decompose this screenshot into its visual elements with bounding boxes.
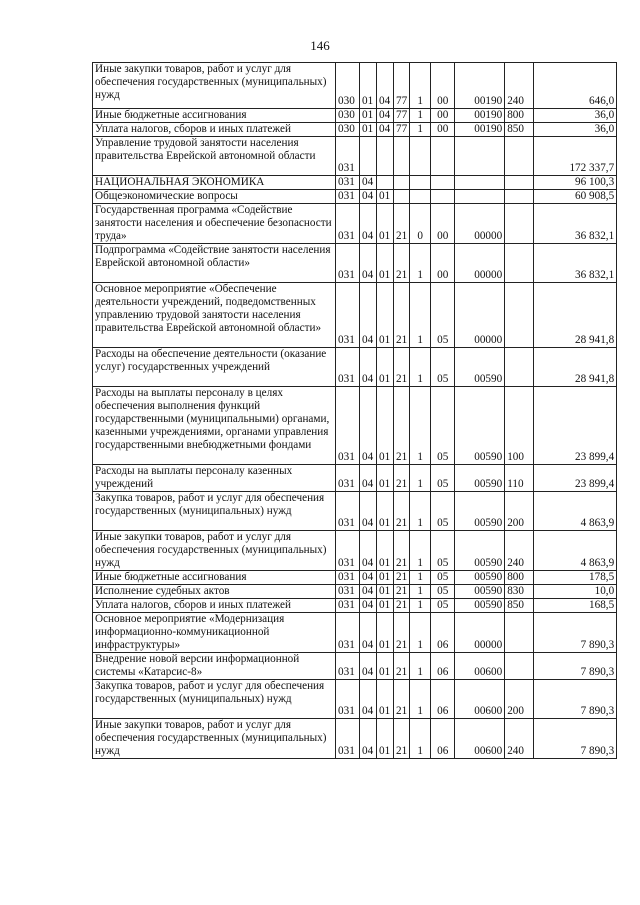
row-name-cell	[93, 137, 336, 176]
row-event-cell	[431, 190, 455, 204]
row-direction-cell: 00000	[455, 204, 505, 244]
row-vr-cell: 240	[505, 531, 534, 571]
row-name-cell	[93, 176, 336, 190]
row-program-cell: 21	[394, 387, 410, 465]
row-name-text: Уплата налогов, сборов и иных платежей	[95, 599, 291, 611]
row-ved-cell: 031	[336, 613, 360, 653]
table-row	[93, 585, 617, 599]
row-direction-cell: 00590	[455, 387, 505, 465]
row-event-cell: 05	[431, 387, 455, 465]
row-rz-cell: 04	[360, 283, 377, 348]
row-direction-cell: 00590	[455, 531, 505, 571]
row-pr-cell: 01	[377, 653, 394, 680]
row-name-cell	[93, 531, 336, 571]
row-event-cell: 00	[431, 244, 455, 283]
row-program-cell: 21	[394, 653, 410, 680]
row-event-cell: 05	[431, 531, 455, 571]
row-subprogram-cell	[410, 176, 431, 190]
table-row	[93, 176, 617, 190]
row-vr-cell	[505, 244, 534, 283]
row-name-text: Исполнение судебных актов	[95, 585, 230, 597]
row-program-cell: 21	[394, 585, 410, 599]
row-vr-cell	[505, 137, 534, 176]
row-name-cell	[93, 465, 336, 492]
row-sum-cell: 96 100,3	[534, 176, 617, 190]
row-vr-cell	[505, 613, 534, 653]
row-name-cell	[93, 571, 336, 585]
row-name-text: Иные бюджетные ассигнования	[95, 109, 247, 121]
row-name-text: Закупка товаров, работ и услуг для обеспечения государственных (муниципальных) нужд	[95, 492, 325, 517]
row-rz-cell: 04	[360, 719, 377, 759]
row-vr-cell: 830	[505, 585, 534, 599]
row-pr-cell: 01	[377, 492, 394, 531]
row-subprogram-cell: 1	[410, 531, 431, 571]
row-ved-cell: 031	[336, 387, 360, 465]
row-pr-cell: 01	[377, 348, 394, 387]
row-program-cell: 21	[394, 492, 410, 531]
row-subprogram-cell: 1	[410, 719, 431, 759]
row-pr-cell: 04	[377, 63, 394, 109]
row-name-cell	[93, 348, 336, 387]
row-sum-cell: 646,0	[534, 63, 617, 109]
row-pr-cell: 01	[377, 465, 394, 492]
row-program-cell	[394, 137, 410, 176]
row-event-cell: 06	[431, 613, 455, 653]
row-direction-cell	[455, 137, 505, 176]
row-program-cell: 21	[394, 283, 410, 348]
row-sum-cell: 60 908,5	[534, 190, 617, 204]
row-direction-cell: 00600	[455, 653, 505, 680]
row-vr-cell: 100	[505, 387, 534, 465]
row-name-text: Основное мероприятие «Модернизация информационно-коммуникационной инфраструктуры»	[95, 613, 285, 651]
row-subprogram-cell: 1	[410, 63, 431, 109]
row-name-text: Основное мероприятие «Обеспечение деятельности учреждений, подведомственных управлению трудовой занятости населения правительства Еврейской автономной области»	[95, 283, 322, 334]
row-pr-cell	[377, 137, 394, 176]
row-direction-cell	[455, 190, 505, 204]
row-name-cell	[93, 123, 336, 137]
row-event-cell: 00	[431, 63, 455, 109]
row-direction-cell: 00190	[455, 109, 505, 123]
budget-table	[92, 62, 617, 759]
row-name-cell	[93, 613, 336, 653]
row-sum-cell: 28 941,8	[534, 348, 617, 387]
row-rz-cell: 01	[360, 63, 377, 109]
row-program-cell: 21	[394, 204, 410, 244]
row-rz-cell	[360, 137, 377, 176]
row-name-cell	[93, 585, 336, 599]
row-ved-cell: 031	[336, 465, 360, 492]
row-pr-cell: 01	[377, 571, 394, 585]
row-ved-cell: 030	[336, 63, 360, 109]
row-rz-cell: 04	[360, 585, 377, 599]
page-number: 146	[310, 38, 330, 53]
row-event-cell: 05	[431, 599, 455, 613]
row-vr-cell: 110	[505, 465, 534, 492]
row-name-text: Государственная программа «Содействие занятости населения и обеспечение безопасности труда»	[95, 204, 332, 242]
row-direction-cell: 00590	[455, 492, 505, 531]
row-subprogram-cell: 1	[410, 653, 431, 680]
row-event-cell	[431, 176, 455, 190]
row-subprogram-cell: 0	[410, 204, 431, 244]
row-vr-cell	[505, 283, 534, 348]
row-pr-cell: 01	[377, 387, 394, 465]
row-subprogram-cell	[410, 137, 431, 176]
row-sum-cell: 7 890,3	[534, 680, 617, 719]
row-rz-cell: 04	[360, 680, 377, 719]
row-rz-cell: 04	[360, 571, 377, 585]
row-vr-cell	[505, 653, 534, 680]
row-event-cell: 00	[431, 123, 455, 137]
row-subprogram-cell: 1	[410, 613, 431, 653]
row-sum-cell: 36 832,1	[534, 244, 617, 283]
table-row	[93, 680, 617, 719]
row-ved-cell: 031	[336, 348, 360, 387]
row-ved-cell: 031	[336, 176, 360, 190]
table-row	[93, 613, 617, 653]
table-row	[93, 204, 617, 244]
row-subprogram-cell: 1	[410, 680, 431, 719]
row-name-text: Уплата налогов, сборов и иных платежей	[95, 123, 291, 135]
row-direction-cell: 00190	[455, 123, 505, 137]
table-row	[93, 348, 617, 387]
row-ved-cell: 031	[336, 531, 360, 571]
row-event-cell: 06	[431, 653, 455, 680]
row-subprogram-cell: 1	[410, 123, 431, 137]
row-program-cell: 21	[394, 465, 410, 492]
row-subprogram-cell: 1	[410, 599, 431, 613]
row-rz-cell: 04	[360, 204, 377, 244]
table-row	[93, 109, 617, 123]
row-direction-cell: 00590	[455, 585, 505, 599]
row-direction-cell: 00590	[455, 599, 505, 613]
row-direction-cell: 00000	[455, 283, 505, 348]
row-name-cell	[93, 492, 336, 531]
table-row	[93, 283, 617, 348]
row-program-cell: 21	[394, 680, 410, 719]
row-pr-cell: 01	[377, 204, 394, 244]
row-rz-cell: 04	[360, 653, 377, 680]
row-event-cell: 05	[431, 492, 455, 531]
row-event-cell: 06	[431, 680, 455, 719]
row-subprogram-cell: 1	[410, 387, 431, 465]
row-sum-cell: 36 832,1	[534, 204, 617, 244]
row-rz-cell: 04	[360, 190, 377, 204]
row-pr-cell	[377, 176, 394, 190]
row-event-cell: 06	[431, 719, 455, 759]
row-ved-cell: 030	[336, 123, 360, 137]
row-program-cell: 21	[394, 348, 410, 387]
row-sum-cell: 7 890,3	[534, 653, 617, 680]
row-sum-cell: 168,5	[534, 599, 617, 613]
row-ved-cell: 031	[336, 137, 360, 176]
row-direction-cell: 00600	[455, 719, 505, 759]
row-program-cell: 21	[394, 244, 410, 283]
row-rz-cell: 04	[360, 492, 377, 531]
row-direction-cell: 00600	[455, 680, 505, 719]
row-direction-cell	[455, 176, 505, 190]
row-ved-cell: 031	[336, 492, 360, 531]
row-program-cell: 21	[394, 531, 410, 571]
table-row	[93, 719, 617, 759]
table-row	[93, 492, 617, 531]
row-program-cell: 77	[394, 123, 410, 137]
row-ved-cell: 031	[336, 283, 360, 348]
row-rz-cell: 04	[360, 465, 377, 492]
row-name-cell	[93, 190, 336, 204]
row-vr-cell	[505, 176, 534, 190]
row-vr-cell	[505, 348, 534, 387]
row-ved-cell: 030	[336, 109, 360, 123]
table-row	[93, 465, 617, 492]
row-sum-cell: 172 337,7	[534, 137, 617, 176]
table-row	[93, 531, 617, 571]
row-sum-cell: 4 863,9	[534, 492, 617, 531]
row-rz-cell: 04	[360, 348, 377, 387]
row-ved-cell: 031	[336, 204, 360, 244]
row-vr-cell: 850	[505, 123, 534, 137]
row-rz-cell: 04	[360, 613, 377, 653]
row-event-cell: 05	[431, 585, 455, 599]
row-sum-cell: 28 941,8	[534, 283, 617, 348]
row-rz-cell: 04	[360, 387, 377, 465]
row-name-cell	[93, 283, 336, 348]
row-event-cell	[431, 137, 455, 176]
row-program-cell: 21	[394, 613, 410, 653]
row-ved-cell: 031	[336, 585, 360, 599]
row-sum-cell: 4 863,9	[534, 531, 617, 571]
row-program-cell: 77	[394, 109, 410, 123]
table-row	[93, 387, 617, 465]
row-rz-cell: 01	[360, 109, 377, 123]
row-program-cell	[394, 190, 410, 204]
row-name-cell	[93, 204, 336, 244]
row-program-cell: 21	[394, 599, 410, 613]
row-vr-cell	[505, 190, 534, 204]
row-name-text: Иные закупки товаров, работ и услуг для обеспечения государственных (муниципальных) нужд	[95, 531, 327, 569]
row-event-cell: 00	[431, 204, 455, 244]
row-ved-cell: 031	[336, 571, 360, 585]
row-program-cell: 21	[394, 719, 410, 759]
row-rz-cell: 04	[360, 176, 377, 190]
row-subprogram-cell: 1	[410, 492, 431, 531]
row-name-cell	[93, 244, 336, 283]
row-subprogram-cell: 1	[410, 109, 431, 123]
row-name-cell	[93, 109, 336, 123]
row-direction-cell: 00590	[455, 465, 505, 492]
row-sum-cell: 36,0	[534, 109, 617, 123]
table-body	[93, 63, 617, 759]
row-name-text: Расходы на обеспечение деятельности (оказание услуг) государственных учреждений	[95, 348, 327, 373]
row-name-text: Расходы на выплаты персоналу в целях обеспечения выполнения функций государственными (муниципальными) органами, казенными учреждениями, органами управления государственными внебюджетными фондами	[95, 387, 330, 451]
row-sum-cell: 10,0	[534, 585, 617, 599]
row-rz-cell: 04	[360, 531, 377, 571]
row-sum-cell: 23 899,4	[534, 465, 617, 492]
row-vr-cell: 200	[505, 492, 534, 531]
row-name-text: Внедрение новой версии информационной системы «Катарсис-8»	[95, 653, 300, 678]
row-direction-cell: 00190	[455, 63, 505, 109]
row-event-cell: 05	[431, 465, 455, 492]
row-direction-cell: 00000	[455, 244, 505, 283]
row-pr-cell: 01	[377, 719, 394, 759]
row-sum-cell: 7 890,3	[534, 613, 617, 653]
row-name-cell	[93, 387, 336, 465]
row-pr-cell: 01	[377, 599, 394, 613]
row-pr-cell: 01	[377, 531, 394, 571]
row-subprogram-cell: 1	[410, 571, 431, 585]
row-name-text: Управление трудовой занятости населения правительства Еврейской автономной области	[95, 137, 316, 162]
row-pr-cell: 01	[377, 585, 394, 599]
row-sum-cell: 36,0	[534, 123, 617, 137]
row-vr-cell: 850	[505, 599, 534, 613]
row-name-text: Общеэкономические вопросы	[95, 190, 238, 202]
row-name-cell	[93, 680, 336, 719]
table-row	[93, 653, 617, 680]
table-row	[93, 137, 617, 176]
row-direction-cell: 00000	[455, 613, 505, 653]
row-vr-cell: 800	[505, 109, 534, 123]
row-subprogram-cell: 1	[410, 585, 431, 599]
table-row	[93, 244, 617, 283]
row-subprogram-cell: 1	[410, 283, 431, 348]
row-subprogram-cell: 1	[410, 244, 431, 283]
row-name-text: Иные бюджетные ассигнования	[95, 571, 247, 583]
row-pr-cell: 01	[377, 680, 394, 719]
table-row	[93, 123, 617, 137]
row-direction-cell: 00590	[455, 571, 505, 585]
row-sum-cell: 23 899,4	[534, 387, 617, 465]
row-name-text: Расходы на выплаты персоналу казенных учреждений	[95, 465, 293, 490]
row-name-cell	[93, 719, 336, 759]
row-name-cell	[93, 63, 336, 109]
row-program-cell: 77	[394, 63, 410, 109]
row-rz-cell: 04	[360, 244, 377, 283]
row-vr-cell: 200	[505, 680, 534, 719]
row-pr-cell: 04	[377, 109, 394, 123]
row-name-text: Закупка товаров, работ и услуг для обеспечения государственных (муниципальных) нужд	[95, 680, 325, 705]
row-ved-cell: 031	[336, 190, 360, 204]
row-sum-cell: 178,5	[534, 571, 617, 585]
row-event-cell: 05	[431, 283, 455, 348]
row-event-cell: 05	[431, 348, 455, 387]
row-program-cell	[394, 176, 410, 190]
row-subprogram-cell	[410, 190, 431, 204]
row-sum-cell: 7 890,3	[534, 719, 617, 759]
row-name-text: НАЦИОНАЛЬНАЯ ЭКОНОМИКА	[95, 176, 265, 188]
row-vr-cell	[505, 204, 534, 244]
row-subprogram-cell: 1	[410, 348, 431, 387]
table-row	[93, 63, 617, 109]
table-row	[93, 190, 617, 204]
row-ved-cell: 031	[336, 653, 360, 680]
row-ved-cell: 031	[336, 680, 360, 719]
row-direction-cell: 00590	[455, 348, 505, 387]
table-row	[93, 599, 617, 613]
row-name-text: Подпрограмма «Содействие занятости населения Еврейской автономной области»	[95, 244, 331, 269]
row-pr-cell: 04	[377, 123, 394, 137]
row-event-cell: 05	[431, 571, 455, 585]
row-rz-cell: 04	[360, 599, 377, 613]
row-name-cell	[93, 653, 336, 680]
table-row	[93, 571, 617, 585]
row-pr-cell: 01	[377, 613, 394, 653]
row-ved-cell: 031	[336, 244, 360, 283]
row-subprogram-cell: 1	[410, 465, 431, 492]
row-name-cell	[93, 599, 336, 613]
row-pr-cell: 01	[377, 283, 394, 348]
row-name-text: Иные закупки товаров, работ и услуг для обеспечения государственных (муниципальных) нужд	[95, 719, 327, 757]
row-vr-cell: 800	[505, 571, 534, 585]
row-vr-cell: 240	[505, 63, 534, 109]
row-pr-cell: 01	[377, 244, 394, 283]
row-event-cell: 00	[431, 109, 455, 123]
row-program-cell: 21	[394, 571, 410, 585]
row-name-text: Иные закупки товаров, работ и услуг для обеспечения государственных (муниципальных) нужд	[95, 63, 327, 101]
row-pr-cell: 01	[377, 190, 394, 204]
row-ved-cell: 031	[336, 719, 360, 759]
row-rz-cell: 01	[360, 123, 377, 137]
row-vr-cell: 240	[505, 719, 534, 759]
row-ved-cell: 031	[336, 599, 360, 613]
